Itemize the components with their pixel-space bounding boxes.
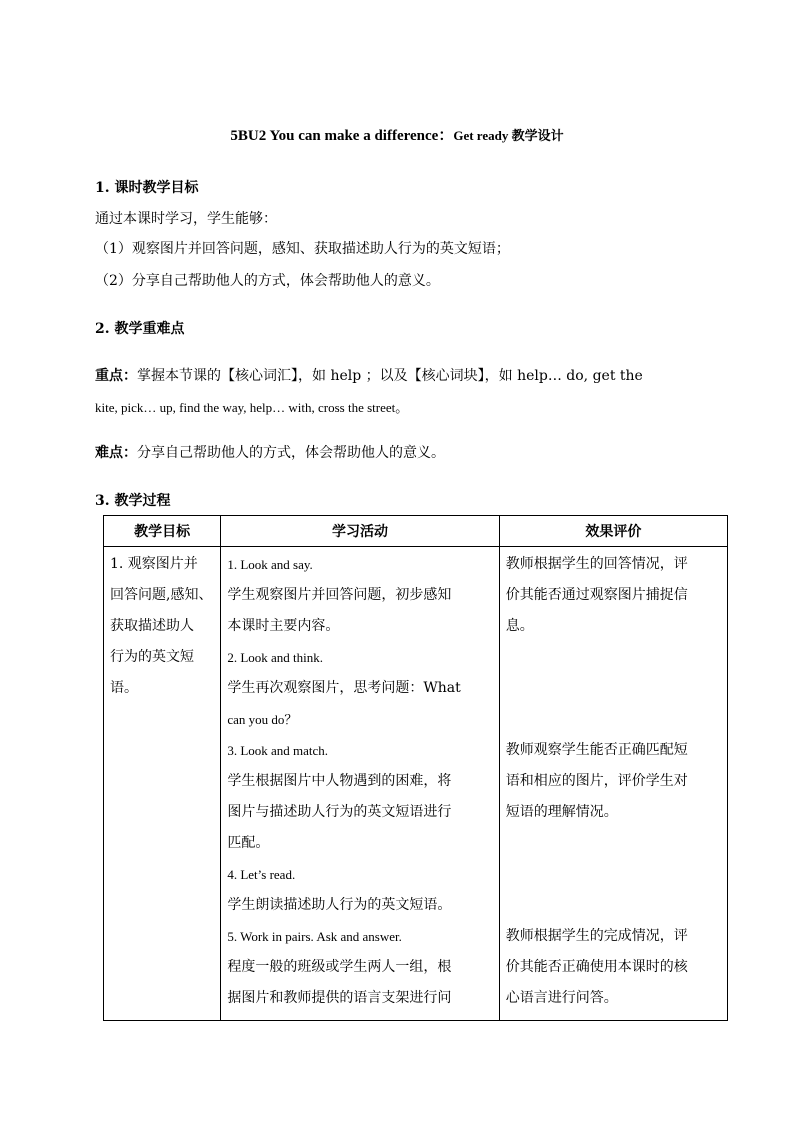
activity-title: 4. Let’s read.: [227, 867, 296, 882]
header-evaluation: 效果评价: [499, 516, 727, 547]
difficult-point-label: 难点：: [95, 445, 137, 461]
header-objective: 教学目标: [104, 516, 221, 547]
objective-line: 语。: [110, 680, 138, 696]
key-point-line2: [95, 397, 408, 416]
goal-1: （1）观察图片并回答问题，感知、获取描述助人行为的英文短语；: [95, 241, 510, 257]
activity-title: 5. Work in pairs. Ask and answer.: [227, 929, 402, 944]
table-header-row: [104, 516, 728, 547]
activity-text: 学生再次观察图片，思考问题：What: [227, 680, 461, 696]
key-point-label: 重点：: [95, 368, 137, 384]
section2-heading: 2. 教学重难点: [95, 321, 185, 337]
evaluation-line: 价其能否通过观察图片捕捉信: [505, 587, 688, 603]
activity-text: 学生根据图片中人物遇到的困难，将: [227, 773, 452, 789]
activity-text: 匹配。: [227, 835, 270, 851]
activity-text: 学生朗读描述助人行为的英文短语。: [227, 897, 452, 913]
teaching-process-table: [103, 515, 728, 1021]
objective-cell: [104, 547, 221, 1021]
key-point-text: 掌握本节课的【核心词汇】，如 help ；以及【核心词块】，如 help… do, get the: [137, 368, 643, 384]
header-activities: 学习活动: [221, 516, 499, 547]
activity-text: 程度一般的班级或学生两人一组，根: [227, 959, 452, 975]
activity-title: 1. Look and say.: [227, 557, 313, 572]
title-suffix: Get ready 教学设计: [453, 128, 564, 143]
section1-heading: 1. 课时教学目标: [95, 180, 199, 196]
goal-2: （2）分享自己帮助他人的方式，体会帮助他人的意义。: [95, 273, 440, 289]
evaluation-line: 教师根据学生的回答情况，评: [505, 556, 688, 572]
evaluation-line: 息。: [505, 618, 534, 634]
evaluation-line: 心语言进行问答。: [505, 990, 618, 1006]
evaluation-line: 短语的理解情况。: [505, 804, 618, 820]
objective-line: 获取描述助人: [110, 618, 194, 634]
title-main: 5BU2 You can make a difference：: [230, 128, 454, 144]
difficult-point: [95, 442, 445, 462]
section3-heading: 3. 教学过程: [95, 493, 171, 509]
activity-text: 据图片和教师提供的语言支架进行问: [227, 990, 452, 1006]
key-point-text-2: kite, pick… up, find the way, help… with, cross the street。: [95, 400, 409, 415]
evaluation-line: 教师根据学生的完成情况，评: [505, 928, 688, 944]
table-row: [104, 547, 728, 1021]
evaluation-line: 教师观察学生能否正确匹配短: [505, 742, 688, 758]
evaluation-line: 价其能否正确使用本课时的核: [505, 959, 688, 975]
section1-intro: 通过本课时学习，学生能够：: [95, 211, 277, 227]
activity-title: 3. Look and match.: [227, 743, 329, 758]
activities-cell: [221, 547, 499, 1021]
objective-line: 1. 观察图片并: [110, 556, 198, 572]
activity-text: 学生观察图片并回答问题，初步感知: [227, 587, 452, 603]
objective-line: 回答问题,感知、: [110, 587, 213, 603]
activity-text: can you do？: [227, 712, 298, 727]
activity-text: 图片与描述助人行为的英文短语进行: [227, 804, 452, 820]
activity-title: 2. Look and think.: [227, 650, 324, 665]
difficult-point-text: 分享自己帮助他人的方式，体会帮助他人的意义。: [137, 445, 445, 461]
activity-text: 本课时主要内容。: [227, 618, 340, 634]
document-title: [0, 124, 794, 145]
objective-line: 行为的英文短: [110, 649, 194, 665]
key-point-line1: [95, 365, 643, 385]
evaluation-line: 语和相应的图片，评价学生对: [505, 773, 688, 789]
evaluation-cell: [499, 547, 727, 1021]
